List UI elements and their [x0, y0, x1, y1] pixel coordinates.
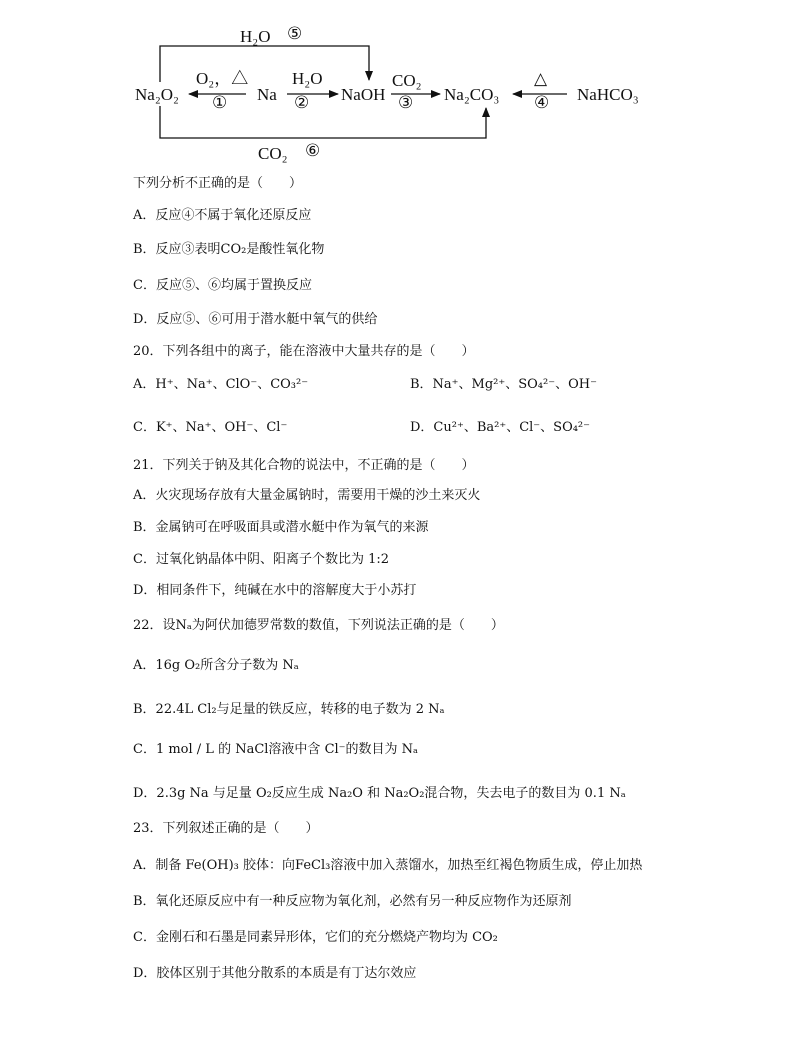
q19-option-a[interactable]: A．反应④不属于氧化还原反应 — [133, 208, 312, 223]
q19-option-c[interactable]: C．反应⑤、⑥均属于置换反应 — [133, 278, 312, 293]
q23-stem: 23．下列叙述正确的是（ ） — [133, 821, 319, 836]
q22-option-b[interactable]: B．22.4L Cl₂与足量的铁反应，转移的电子数为 2 Nₐ — [133, 702, 445, 717]
q23-option-c[interactable]: C．金刚石和石墨是同素异形体，它们的充分燃烧产物均为 CO₂ — [133, 930, 498, 945]
q23-option-b[interactable]: B．氧化还原反应中有一种反应物为氧化剂，必然有另一种反应物作为还原剂 — [133, 894, 572, 909]
q19-stem: 下列分析不正确的是（ ） — [133, 176, 303, 191]
reaction-diagram — [0, 0, 794, 175]
node-na: Na — [257, 85, 277, 104]
node-nahco3: NaHCO₃ — [577, 85, 639, 104]
edge-r1-label: O₂，△ — [196, 69, 249, 88]
q23-option-a[interactable]: A．制备 Fe(OH)₃ 胶体：向FeCl₃溶液中加入蒸馏水，加热至红褐色物质生成，停止加热 — [133, 858, 643, 873]
edge-r3-label: CO₂ — [392, 71, 422, 90]
q22-option-a[interactable]: A．16g O₂所含分子数为 Nₐ — [133, 658, 299, 673]
edge-r2-num: ② — [294, 93, 310, 113]
q22-stem: 22．设Nₐ为阿伏加德罗常数的数值，下列说法正确的是（ ） — [133, 618, 504, 633]
edge-r5-label: H₂O — [240, 27, 271, 46]
edge-r6 — [160, 106, 486, 138]
edge-r4-label: △ — [534, 69, 548, 88]
q21-option-a[interactable]: A．火灾现场存放有大量金属钠时，需要用干燥的沙土来灭火 — [133, 488, 481, 503]
edge-r3-num: ③ — [398, 93, 414, 113]
node-na2o2: Na₂O₂ — [135, 85, 179, 104]
q20-option-a[interactable]: A．H⁺、Na⁺、ClO⁻、CO₃²⁻ — [133, 377, 309, 392]
node-na2co3: Na₂CO₃ — [444, 85, 500, 104]
edge-r6-num: ⑥ — [305, 141, 321, 161]
q20-option-b[interactable]: B．Na⁺、Mg²⁺、SO₄²⁻、OH⁻ — [410, 377, 597, 392]
edge-r5 — [160, 46, 369, 82]
edge-r2-label: H₂O — [292, 69, 323, 88]
q19-option-d[interactable]: D．反应⑤、⑥可用于潜水艇中氧气的供给 — [133, 312, 378, 327]
edge-r6-label: CO₂ — [258, 144, 288, 163]
q21-stem: 21．下列关于钠及其化合物的说法中，不正确的是（ ） — [133, 458, 475, 473]
edge-r5-num: ⑤ — [287, 24, 303, 44]
q20-option-d[interactable]: D．Cu²⁺、Ba²⁺、Cl⁻、SO₄²⁻ — [410, 420, 591, 435]
edge-r1-num: ① — [212, 93, 228, 113]
q20-stem: 20．下列各组中的离子，能在溶液中大量共存的是（ ） — [133, 344, 475, 359]
q20-option-c[interactable]: C．K⁺、Na⁺、OH⁻、Cl⁻ — [133, 420, 288, 435]
q21-option-d[interactable]: D．相同条件下，纯碱在水中的溶解度大于小苏打 — [133, 583, 417, 598]
q22-option-c[interactable]: C．1 mol / L 的 NaCl溶液中含 Cl⁻的数目为 Nₐ — [133, 742, 419, 757]
q19-option-b[interactable]: B．反应③表明CO₂是酸性氧化物 — [133, 242, 325, 257]
q21-option-c[interactable]: C．过氧化钠晶体中阴、阳离子个数比为 1:2 — [133, 552, 390, 567]
edge-r4-num: ④ — [534, 93, 550, 113]
q21-option-b[interactable]: B．金属钠可在呼吸面具或潜水艇中作为氧气的来源 — [133, 520, 429, 535]
q23-option-d[interactable]: D．胶体区别于其他分散系的本质是有丁达尔效应 — [133, 966, 417, 981]
node-naoh: NaOH — [341, 85, 386, 104]
q22-option-d[interactable]: D．2.3g Na 与足量 O₂反应生成 Na₂O 和 Na₂O₂混合物，失去电子的数目为 0.1 Nₐ — [133, 786, 626, 801]
